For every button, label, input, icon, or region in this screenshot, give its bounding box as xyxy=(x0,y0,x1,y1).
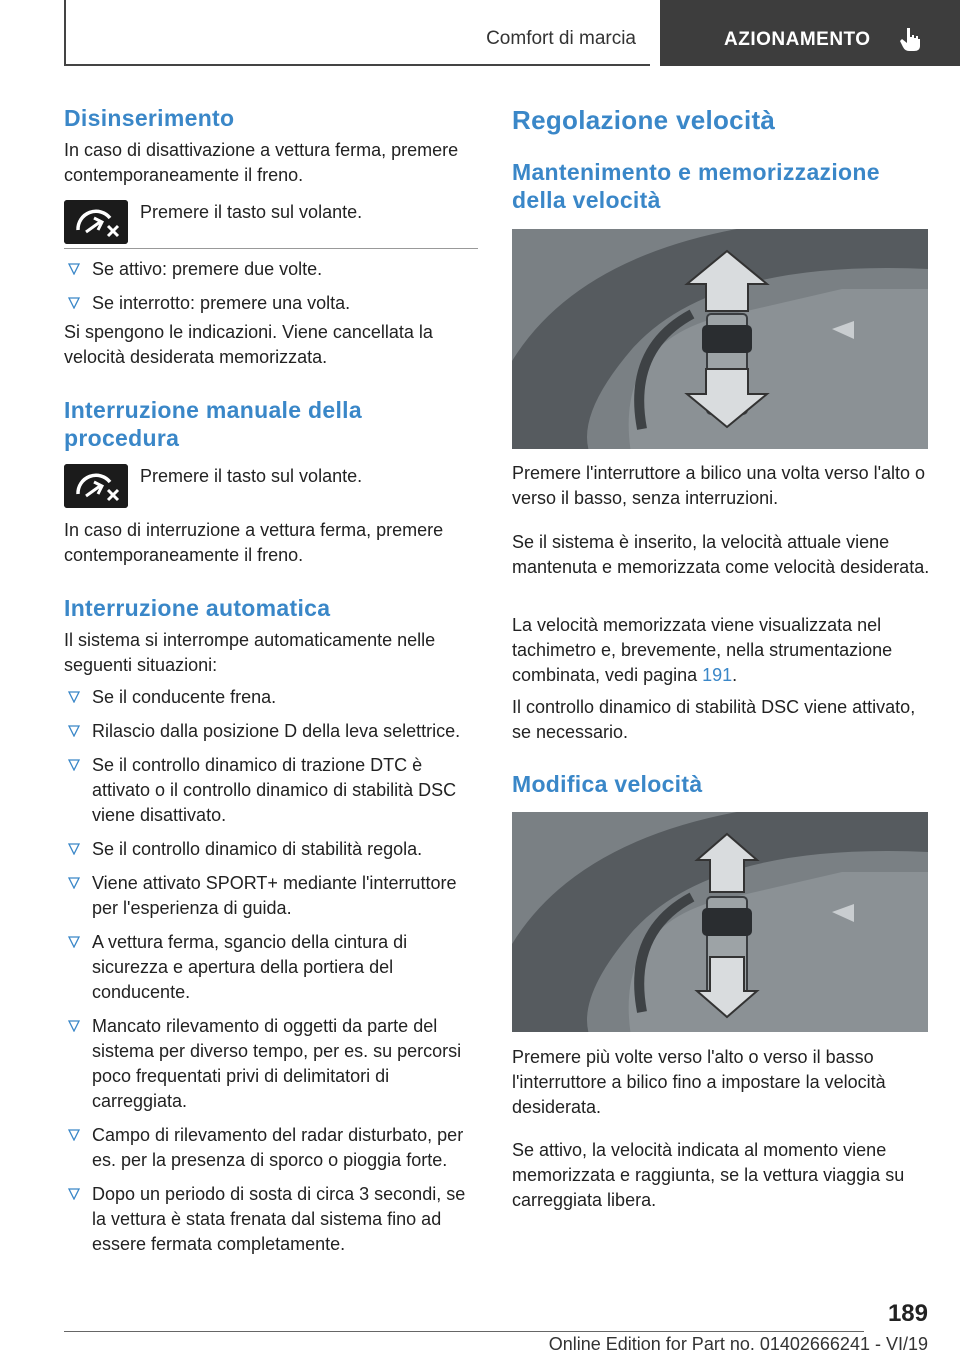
heading-interruzione-manuale: Interruzione manuale della procedura xyxy=(64,397,362,451)
manuale-text: In caso di interruzione a vettura ferma, premere contemporaneamente il freno. xyxy=(64,520,444,565)
header-rule-bottom xyxy=(64,64,650,66)
heading-modifica-velocita: Modifica velocità xyxy=(512,771,703,797)
list-item: Se il controllo dinamico di stabilità regola. xyxy=(64,837,478,862)
triangle-bullet-icon xyxy=(68,1020,80,1032)
steering-key-row-2 xyxy=(64,464,478,510)
modifica-p2: Se attivo, la velocità indicata al momento viene memorizzata e raggiunta, se la vettura viaggia su carreggiata libera. xyxy=(512,1140,905,1210)
page-number: 189 xyxy=(887,1300,928,1327)
list-item: Se attivo: premere due volte. xyxy=(64,257,478,282)
header-section-title: Comfort di marcia xyxy=(486,28,636,49)
heading-regolazione-velocita: Regolazione velocità xyxy=(512,105,776,135)
triangle-bullet-icon xyxy=(68,877,80,889)
key-instruction-1: Premere il tasto sul volante. xyxy=(140,202,363,222)
modifica-p1: Premere più volte verso l'alto o verso il basso l'interruttore a bilico fino a impostare la velocità desiderata. xyxy=(512,1047,886,1117)
automatica-intro: Il sistema si interrompe automaticamente nelle seguenti situazioni: xyxy=(64,630,436,675)
header-rule-left xyxy=(64,0,66,66)
triangle-bullet-icon xyxy=(68,843,80,855)
disinserimento-outro: Si spengono le indicazioni. Viene cancellata la velocità desiderata memorizzata. xyxy=(64,322,433,367)
list-item: Se interrotto: premere una volta. xyxy=(64,291,478,316)
triangle-bullet-icon xyxy=(68,297,80,309)
heading-disinserimento: Disinserimento xyxy=(64,105,235,131)
list-item: Se il controllo dinamico di trazione DTC è attivato o il controllo dinamico di stabilità DSC viene disattivato. xyxy=(64,753,478,828)
triangle-bullet-icon xyxy=(68,725,80,737)
disinserimento-list xyxy=(64,257,478,316)
steering-wheel-rocker-switch-photo-1 xyxy=(512,229,928,449)
triangle-bullet-icon xyxy=(68,936,80,948)
cruise-control-cancel-icon xyxy=(64,200,128,244)
mantenimento-p1: Premere l'interruttore a bilico una volta verso l'alto o verso il basso, senza interruzioni. xyxy=(512,463,926,508)
heading-mantenimento: Mantenimento e memorizzazione della velocità xyxy=(512,159,880,213)
footer-rule xyxy=(64,1331,864,1332)
left-column xyxy=(64,100,478,1280)
list-item: Rilascio dalla posizione D della leva selettrice. xyxy=(64,719,478,744)
steering-wheel-rocker-switch-photo-2 xyxy=(512,812,928,1032)
list-item: Viene attivato SPORT+ mediante l'interruttore per l'esperienza di guida. xyxy=(64,871,478,921)
heading-interruzione-automatica: Interruzione automatica xyxy=(64,595,331,621)
cruise-control-cancel-icon xyxy=(64,464,128,508)
steering-key-row-1 xyxy=(64,200,478,246)
mantenimento-p3: La velocità memorizzata viene visualizzata nel tachimetro e, brevemente, nella strumentazione combinata, vedi pagina 191. xyxy=(512,615,893,685)
pointing-hand-icon xyxy=(898,26,922,52)
list-item: Campo di rilevamento del radar disturbato, per es. per la presenza di sporco o pioggia forte. xyxy=(64,1123,478,1173)
list-item: Mancato rilevamento di oggetti da parte del sistema per diverso tempo, per es. su percorsi poco frequentati privi di delimitatori di carreggiata. xyxy=(64,1014,478,1114)
triangle-bullet-icon xyxy=(68,759,80,771)
mantenimento-p4: Il controllo dinamico di stabilità DSC viene attivato, se necessario. xyxy=(512,697,916,742)
footer-edition-text: Online Edition for Part no. 01402666241 - VI/19 xyxy=(548,1334,928,1354)
triangle-bullet-icon xyxy=(68,691,80,703)
mantenimento-p2: Se il sistema è inserito, la velocità attuale viene mantenuta e memorizzata come velocità desiderata. xyxy=(512,532,930,577)
header-chapter-tab xyxy=(660,0,960,66)
triangle-bullet-icon xyxy=(68,263,80,275)
page-reference-link[interactable]: 191 xyxy=(702,665,733,685)
list-item: Se il conducente frena. xyxy=(64,685,478,710)
right-column xyxy=(512,100,932,1280)
header-chapter-title: AZIONAMENTO xyxy=(724,29,871,50)
list-item: A vettura ferma, sgancio della cintura di sicurezza e apertura della portiera del conducente. xyxy=(64,930,478,1005)
triangle-bullet-icon xyxy=(68,1129,80,1141)
list-item: Dopo un periodo di sosta di circa 3 secondi, se la vettura è stata frenata dal sistema fino ad essere fermata completamente. xyxy=(64,1182,478,1257)
key-instruction-2: Premere il tasto sul volante. xyxy=(140,466,363,486)
automatica-list xyxy=(64,685,478,1257)
divider xyxy=(64,248,478,249)
disinserimento-intro: In caso di disattivazione a vettura ferma, premere contemporaneamente il freno. xyxy=(64,140,459,185)
triangle-bullet-icon xyxy=(68,1188,80,1200)
